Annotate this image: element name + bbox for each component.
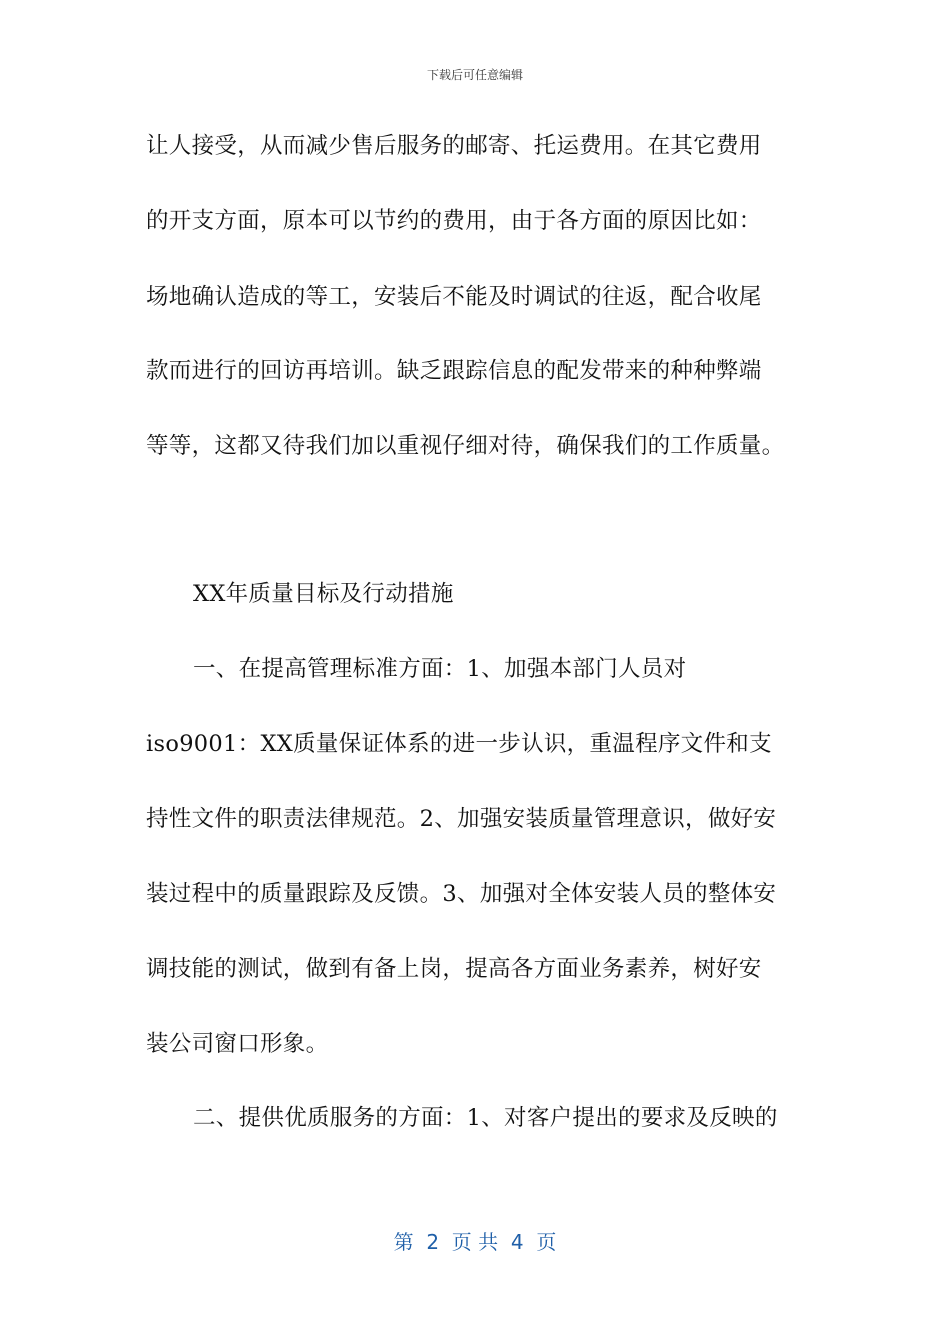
text-line: 装过程中的质量跟踪及反馈。3、加强对全体安装人员的整体安: [146, 881, 777, 907]
section-title: XX年质量目标及行动措施: [193, 581, 454, 607]
text-line: 调技能的测试，做到有备上岗，提高各方面业务素养，树好安: [146, 956, 762, 982]
page-header: 下载后可任意编辑: [426, 68, 523, 82]
text-line: 等等，这都又待我们加以重视仔细对待，确保我们的工作质量。: [146, 433, 785, 459]
text-line: 持性文件的职责法律规范。2、加强安装质量管理意识，做好安: [146, 806, 777, 832]
text-line: 的开支方面，原本可以节约的费用，由于各方面的原因比如：: [146, 208, 762, 234]
text-line: 款而进行的回访再培训。缺乏跟踪信息的配发带来的种种弊端: [146, 358, 762, 384]
text-line: 二、提供优质服务的方面：1、对客户提出的要求及反映的: [193, 1105, 778, 1131]
page-number-footer: 第 2 页 共 4 页: [393, 1230, 557, 1254]
text-line: 场地确认造成的等工，安装后不能及时调试的往返，配合收尾: [146, 284, 762, 310]
text-line: 装公司窗口形象。: [146, 1031, 329, 1057]
text-line: 让人接受，从而减少售后服务的邮寄、托运费用。在其它费用: [146, 133, 762, 159]
text-line: 一、在提高管理标准方面：1、加强本部门人员对: [193, 656, 687, 682]
text-line: iso9001：XX质量保证体系的进一步认识，重温程序文件和支: [146, 731, 772, 757]
